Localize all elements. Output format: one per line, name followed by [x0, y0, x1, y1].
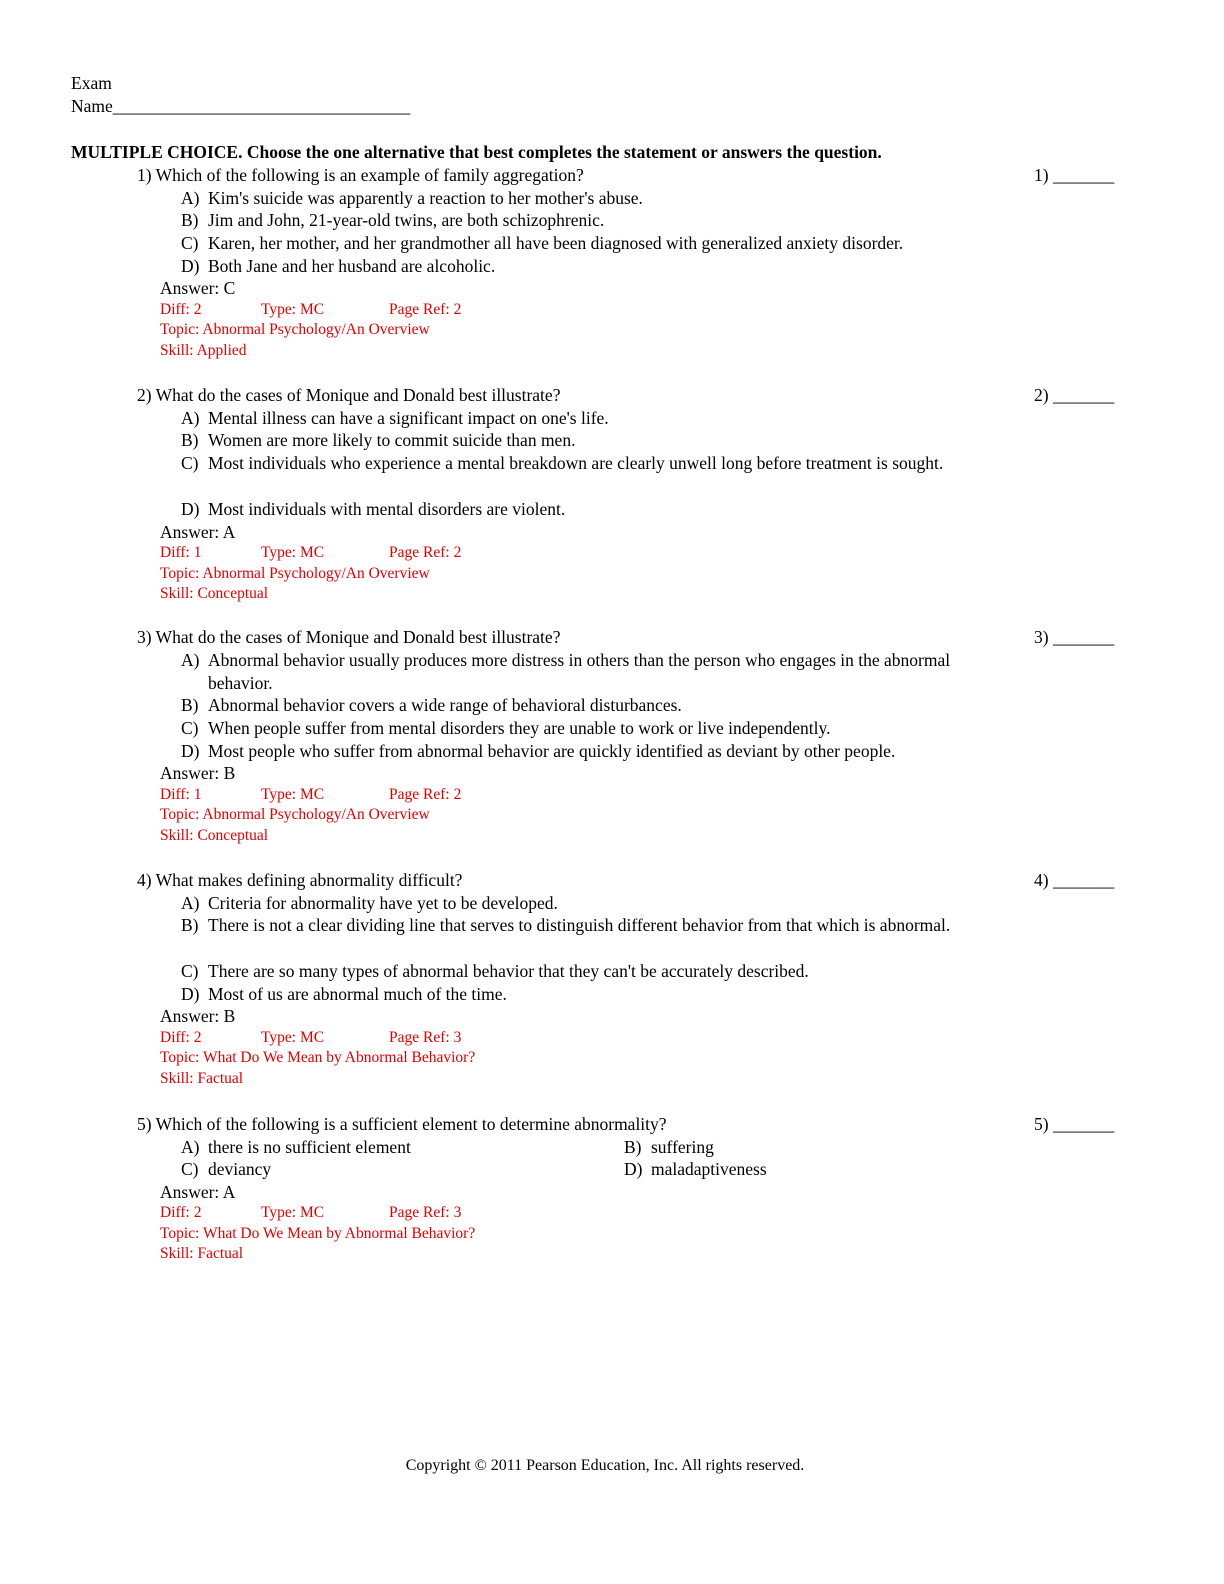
- answer-blank[interactable]: 4) _______: [1034, 870, 1115, 890]
- question-text: Which of the following is an example of family aggregation?: [155, 165, 584, 185]
- choice-text: Abnormal behavior usually produces more distress in others than the person who engages in the abnormal behavior.: [208, 650, 951, 693]
- choice-text: Both Jane and her husband are alcoholic.: [208, 256, 496, 276]
- answer-blank[interactable]: 1) _______: [1034, 165, 1115, 185]
- question-stem: [137, 626, 560, 649]
- choice-letter: C): [181, 961, 199, 981]
- choice-letter: B): [181, 915, 199, 935]
- choice-text: Women are more likely to commit suicide than men.: [208, 430, 576, 450]
- choice-text: Most individuals who experience a mental breakdown are clearly unwell long before treatment is sought.: [208, 453, 944, 473]
- choice-letter: D): [181, 499, 200, 519]
- choice-letter: C): [181, 233, 199, 253]
- choice-letter: C): [181, 718, 199, 738]
- difficulty: Diff: 1: [160, 544, 202, 561]
- question-text: What makes defining abnormality difficult?: [155, 870, 463, 890]
- question-number: 3): [137, 627, 152, 647]
- question-stem: [137, 164, 584, 187]
- section-header: MULTIPLE CHOICE. Choose the one alternative that best completes the statement or answers the question.: [71, 142, 882, 162]
- copyright-footer: Copyright © 2011 Pearson Education, Inc. All rights reserved.: [405, 1457, 805, 1474]
- choice-letter: B): [181, 430, 199, 450]
- skill: Skill: Applied: [160, 342, 247, 359]
- choice-text: Most individuals with mental disorders are violent.: [208, 499, 566, 519]
- page-ref: Page Ref: 2: [389, 786, 462, 803]
- meta-line: [160, 785, 461, 806]
- skill: Skill: Factual: [160, 1070, 244, 1087]
- page-ref: Page Ref: 2: [389, 301, 462, 318]
- choice-letter: A): [181, 188, 200, 208]
- choice-letter: A): [181, 408, 200, 428]
- choice-text: Abnormal behavior covers a wide range of behavioral disturbances.: [208, 695, 682, 715]
- choice-letter: D): [181, 984, 200, 1004]
- question-stem: [137, 384, 560, 407]
- choice-letter: A): [181, 650, 200, 670]
- choice-letter: A): [181, 1137, 200, 1157]
- answer-key: Answer: C: [160, 278, 236, 298]
- difficulty: Diff: 2: [160, 1029, 202, 1046]
- meta-line: [160, 300, 461, 321]
- question-text: What do the cases of Monique and Donald best illustrate?: [155, 627, 561, 647]
- question-type: Type: MC: [261, 1029, 325, 1046]
- topic: Topic: Abnormal Psychology/An Overview: [160, 806, 430, 823]
- page-ref: Page Ref: 2: [389, 544, 462, 561]
- choice-letter: C): [181, 1159, 199, 1179]
- choice-text: there is no sufficient element: [208, 1137, 411, 1157]
- choice-text: Mental illness can have a significant impact on one's life.: [208, 408, 609, 428]
- meta-line: [160, 1203, 461, 1224]
- skill: Skill: Conceptual: [160, 827, 269, 844]
- choice-text: Jim and John, 21-year-old twins, are both schizophrenic.: [208, 210, 605, 230]
- choice-text: Most of us are abnormal much of the time.: [208, 984, 507, 1004]
- choice-text: Karen, her mother, and her grandmother all have been diagnosed with generalized anxiety disorder.: [208, 233, 904, 253]
- question-number: 5): [137, 1114, 152, 1134]
- choice-text: Kim's suicide was apparently a reaction to her mother's abuse.: [208, 188, 643, 208]
- choice-text: suffering: [651, 1137, 714, 1157]
- question-type: Type: MC: [261, 1204, 325, 1221]
- meta-line: [160, 543, 461, 564]
- answer-key: Answer: A: [160, 1182, 236, 1202]
- topic: Topic: What Do We Mean by Abnormal Behavior?: [160, 1049, 476, 1066]
- meta-line: [160, 1028, 461, 1049]
- page-ref: Page Ref: 3: [389, 1204, 462, 1221]
- question-number: 1): [137, 165, 152, 185]
- question-type: Type: MC: [261, 301, 325, 318]
- question-stem: [137, 869, 462, 892]
- name-field[interactable]: Name__________________________________: [71, 96, 411, 116]
- topic: Topic: What Do We Mean by Abnormal Behavior?: [160, 1225, 476, 1242]
- difficulty: Diff: 2: [160, 1204, 202, 1221]
- skill: Skill: Conceptual: [160, 585, 269, 602]
- difficulty: Diff: 1: [160, 786, 202, 803]
- question-stem: [137, 1113, 667, 1136]
- answer-blank[interactable]: 5) _______: [1034, 1114, 1115, 1134]
- answer-blank[interactable]: 3) _______: [1034, 627, 1115, 647]
- choice-letter: C): [181, 453, 199, 473]
- choice-letter: B): [181, 695, 199, 715]
- choice-letter: D): [181, 256, 200, 276]
- question-text: Which of the following is a sufficient element to determine abnormality?: [155, 1114, 667, 1134]
- choice-text: maladaptiveness: [651, 1159, 767, 1179]
- choice-text: There is not a clear dividing line that serves to distinguish different behavior from that which is abnormal.: [208, 915, 951, 935]
- choice-letter: A): [181, 893, 200, 913]
- answer-key: Answer: A: [160, 522, 236, 542]
- choice-text: deviancy: [208, 1159, 272, 1179]
- exam-title: Exam: [71, 73, 112, 93]
- topic: Topic: Abnormal Psychology/An Overview: [160, 565, 430, 582]
- choice-letter: D): [624, 1159, 643, 1179]
- choice-text: There are so many types of abnormal behavior that they can't be accurately described.: [208, 961, 809, 981]
- difficulty: Diff: 2: [160, 301, 202, 318]
- question-type: Type: MC: [261, 786, 325, 803]
- choice-text: Most people who suffer from abnormal behavior are quickly identified as deviant by other people.: [208, 741, 896, 761]
- choice-text: Criteria for abnormality have yet to be developed.: [208, 893, 558, 913]
- choice-letter: D): [181, 741, 200, 761]
- choice-letter: B): [624, 1137, 642, 1157]
- answer-blank[interactable]: 2) _______: [1034, 385, 1115, 405]
- question-text: What do the cases of Monique and Donald best illustrate?: [155, 385, 561, 405]
- question-number: 2): [137, 385, 152, 405]
- choice-letter: B): [181, 210, 199, 230]
- question-number: 4): [137, 870, 152, 890]
- page-ref: Page Ref: 3: [389, 1029, 462, 1046]
- skill: Skill: Factual: [160, 1245, 244, 1262]
- answer-key: Answer: B: [160, 763, 236, 783]
- topic: Topic: Abnormal Psychology/An Overview: [160, 321, 430, 338]
- answer-key: Answer: B: [160, 1006, 236, 1026]
- choice-text: When people suffer from mental disorders they are unable to work or live independently.: [208, 718, 831, 738]
- question-type: Type: MC: [261, 544, 325, 561]
